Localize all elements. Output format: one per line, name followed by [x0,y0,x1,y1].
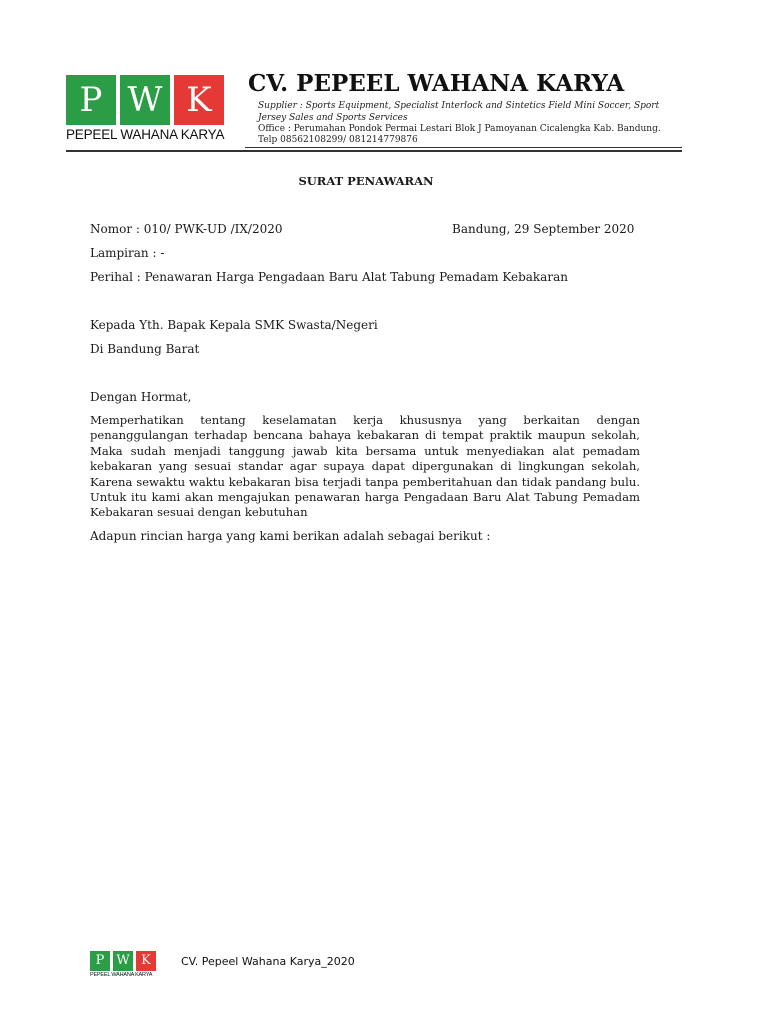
logo-letter-p: P [66,75,116,125]
letter-date: Bandung, 29 September 2020 [452,222,635,236]
letter-recipient-location: Di Bandung Barat [90,342,200,356]
header-divider [66,150,682,152]
footer-logo-letter-w: W [113,951,133,971]
letter-title: SURAT PENAWARAN [298,174,434,188]
supplier-description: Supplier : Sports Equipment, Specialist Interlock and Sintetics Field Mini Soccer, Sport Jersey Sales and Sports Services [258,101,660,123]
letter-number: Nomor : 010/ PWK-UD /IX/2020 [90,222,283,236]
letter-body-paragraph: Memperhatikan tentang keselamatan kerja khususnya yang berkaitan dengan penanggulangan terhadap bencana bahaya kebakaran di tempat praktik maupun sekolah, Maka sudah menjadi tanggung jawab kita bersama untuk menyediakan alat pemadam kebakaran yang sesuai standar agar supaya dapat dipergunakan di lingkungan sekolah, Karena sewaktu waktu kebakaran bisa terjadi tanpa pemberitahuan dan tidak pandang bulu. Untuk itu kami akan mengajukan penawaran harga Pengadaan Baru Alat Tabung Pemadam Kebakaran sesuai dengan kebutuhan [90,413,640,520]
footer-logo-caption: PEPEEL WAHANA KARYA [90,972,153,978]
logo-letter-w: W [120,75,170,125]
company-logo [66,75,226,142]
logo-letter-k: K [174,75,224,125]
office-address: Office : Perumahan Pondok Permai Lestari Blok J Pamoyanan Cicalengka Kab. Bandung. Telp 08562108299/ 081214779876 [258,124,661,145]
letter-attachment: Lampiran : - [90,246,165,260]
header-divider-thin [245,147,682,148]
footer-logo [90,951,165,978]
letter-subject: Perihal : Penawaran Harga Pengadaan Baru Alat Tabung Pemadam Kebakaran [90,270,568,284]
letter-recipient: Kepada Yth. Bapak Kepala SMK Swasta/Negeri [90,318,378,332]
logo-caption: PEPEEL WAHANA KARYA [66,127,225,142]
logo-letter-boxes [66,75,226,125]
footer-logo-letter-boxes [90,951,165,971]
footer-text: CV. Pepeel Wahana Karya_2020 [181,955,355,968]
footer-logo-letter-k: K [136,951,156,971]
letter-greeting: Dengan Hormat, [90,390,192,404]
letter-closing-line: Adapun rincian harga yang kami berikan adalah sebagai berikut : [90,529,491,543]
company-name: CV. PEPEEL WAHANA KARYA [248,70,625,97]
footer-logo-letter-p: P [90,951,110,971]
